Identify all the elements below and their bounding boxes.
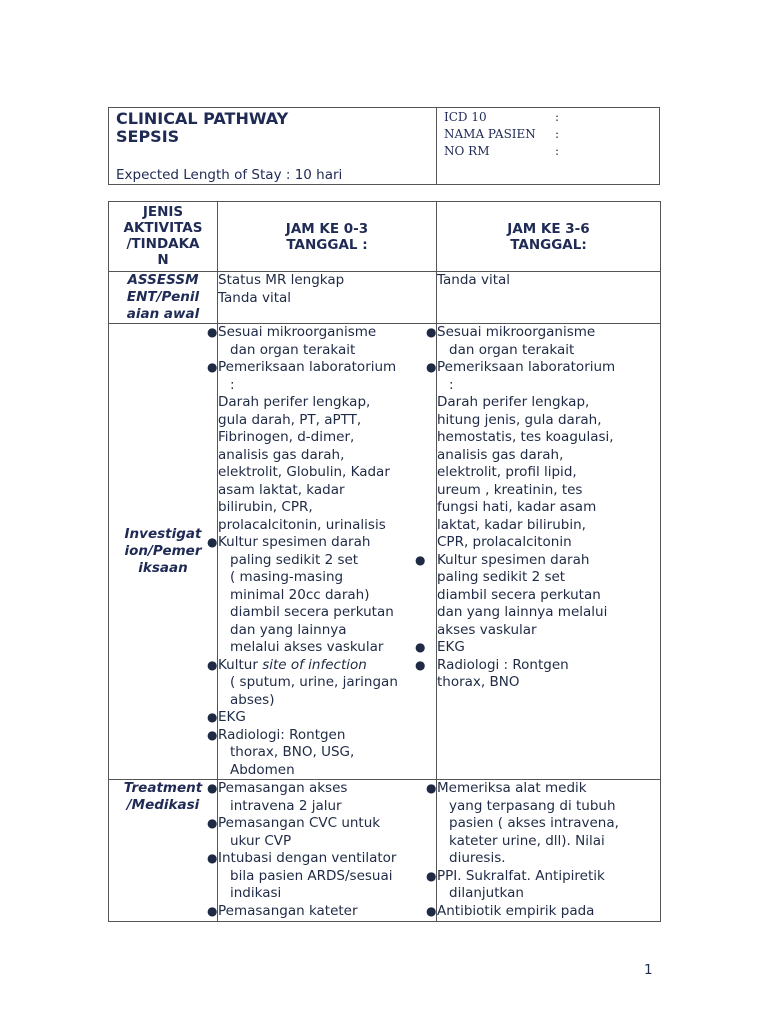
bullet-icon: ● — [426, 868, 437, 883]
label-text: ion/Pemer — [124, 543, 202, 559]
length-of-stay: Expected Length of Stay : 10 hari — [116, 167, 343, 183]
investigation-list-3-6 — [426, 324, 660, 394]
item-text: Sesuai mikroorganisme — [218, 324, 377, 340]
list-item — [207, 780, 436, 815]
item-text: dan yang lainnya — [230, 621, 347, 638]
list-item — [426, 324, 660, 359]
investigation-jam-3-6 — [415, 324, 661, 780]
table-header-row — [109, 202, 661, 272]
item-text: diambil secera perkutan — [230, 604, 394, 620]
list-item — [207, 534, 436, 657]
lab-text: CPR, prolacalcitonin — [437, 534, 572, 550]
list-item — [415, 639, 660, 657]
item-text: : — [449, 376, 454, 393]
header-text: /TINDAKA — [126, 236, 200, 252]
lab-text: gula darah, PT, aPTT, — [218, 411, 362, 428]
item-text: indikasi — [230, 885, 282, 901]
item-text: Abdomen — [230, 761, 295, 778]
assessment-jam-0-3 — [218, 272, 437, 324]
lab-text: hitung jenis, gula darah, — [437, 411, 602, 428]
bullet-icon: ● — [207, 657, 218, 672]
list-item — [207, 902, 436, 921]
header-text: JENIS — [142, 204, 184, 220]
field-sep: : — [555, 144, 560, 158]
item-text: dan yang lainnya melalui — [437, 604, 608, 620]
cell-text: Tanda vital — [218, 289, 292, 306]
item-text: Intubasi dengan ventilator — [218, 850, 397, 866]
bullet-icon: ● — [207, 903, 218, 918]
list-item — [415, 656, 660, 692]
item-text: ( sputum, urine, jaringan — [230, 674, 398, 690]
header-title-cell — [109, 108, 437, 184]
lab-text: analisis gas darah, — [437, 446, 564, 463]
list-item — [415, 551, 660, 640]
lab-text: elektrolit, Globulin, Kadar — [218, 464, 390, 480]
item-text: melalui akses vaskular — [230, 639, 384, 655]
item-text: dan organ terakait — [230, 341, 356, 358]
item-text: : — [230, 376, 235, 393]
item-text: Radiologi : Rontgen — [437, 656, 569, 673]
document-title — [116, 110, 429, 146]
list-item — [207, 850, 436, 903]
bullet-icon: ● — [415, 657, 426, 672]
investigation-jam-0-3 — [207, 324, 437, 780]
field-sep: : — [555, 127, 560, 141]
investigation-list-0-3-b — [207, 534, 436, 779]
item-text: bila pasien ARDS/sesuai — [230, 867, 393, 884]
item-text: Pemasangan akses — [218, 780, 348, 796]
list-item — [207, 709, 436, 727]
bullet-icon: ● — [207, 535, 218, 549]
item-text-italic: site of infection — [262, 656, 367, 673]
bullet-icon: ● — [207, 851, 218, 865]
item-text: EKG — [437, 639, 465, 655]
list-item — [207, 815, 436, 850]
item-text: Pemeriksaan laboratorium — [437, 359, 616, 375]
item-text: Pemeriksaan laboratorium — [218, 359, 397, 375]
lab-text: laktat, kadar bilirubin, — [437, 516, 586, 533]
pathway-table — [108, 201, 661, 922]
bullet-icon: ● — [207, 727, 218, 742]
bullet-icon: ● — [207, 710, 218, 724]
field-label: NAMA PASIEN — [444, 127, 536, 141]
list-item — [207, 656, 436, 710]
bullet-icon: ● — [415, 640, 426, 654]
title-line-1: CLINICAL PATHWAY — [116, 109, 289, 128]
lab-text: fungsi hati, kadar asam — [437, 499, 597, 515]
item-text: diuresis. — [449, 850, 506, 866]
header-text: JAM KE 0-3 — [285, 220, 369, 237]
item-text: thorax, BNO — [437, 674, 520, 690]
field-sep: : — [555, 110, 560, 124]
lab-text: hemostatis, tes koagulasi, — [437, 429, 614, 445]
lab-detail — [218, 394, 436, 534]
title-line-2: SEPSIS — [116, 127, 180, 146]
item-text: EKG — [218, 709, 246, 725]
list-item — [426, 780, 660, 868]
header-text: TANGGAL : — [286, 236, 368, 253]
item-text: paling sedikit 2 set — [437, 569, 566, 585]
item-text: Sesuai mikroorganisme — [437, 324, 596, 340]
item-text: Pemasangan CVC untuk — [218, 815, 381, 831]
item-text: Kultur spesimen darah — [218, 534, 371, 550]
list-item — [426, 359, 660, 394]
item-text: Kultur — [218, 656, 263, 673]
item-text: Radiologi: Rontgen — [218, 726, 346, 743]
investigation-list-3-6-b — [415, 551, 660, 692]
treatment-list-0-3 — [207, 780, 436, 920]
item-text: Kultur spesimen darah — [437, 551, 590, 568]
header-text: N — [157, 252, 169, 268]
field-icd10 — [444, 109, 652, 126]
item-text: thorax, BNO, USG, — [230, 744, 355, 760]
lab-text: analisis gas darah, — [218, 446, 345, 463]
header-text: TANGGAL: — [510, 236, 587, 253]
header-text: JAM KE 3-6 — [507, 220, 590, 237]
lab-text: bilirubin, CPR, — [218, 499, 313, 515]
label-text: ENT/Penil — [126, 289, 200, 305]
item-text: akses vaskular — [437, 621, 537, 638]
label-investigation — [109, 324, 218, 780]
label-text: iksaan — [138, 560, 188, 576]
field-nama-pasien — [444, 126, 652, 143]
row-investigation — [109, 324, 661, 780]
bullet-icon: ● — [415, 552, 426, 567]
field-no-rm — [444, 143, 652, 160]
header-text: AKTIVITAS — [123, 220, 203, 236]
list-item — [426, 867, 660, 903]
bullet-icon: ● — [426, 360, 437, 374]
item-text: intravena 2 jalur — [230, 797, 342, 814]
bullet-icon: ● — [426, 781, 437, 795]
item-text: Memeriksa alat medik — [437, 780, 587, 796]
treatment-jam-0-3 — [207, 780, 437, 922]
page-number: 1 — [644, 962, 653, 978]
label-text: /Medikasi — [126, 797, 200, 813]
item-text — [218, 657, 436, 675]
patient-info-cell — [437, 108, 659, 184]
treatment-jam-3-6 — [426, 780, 661, 922]
label-text: aian awal — [126, 306, 200, 322]
item-text: dan organ terakait — [449, 341, 575, 358]
item-text: pasien ( akses intravena, — [449, 815, 619, 831]
treatment-list-3-6 — [426, 780, 660, 920]
item-text: ukur CVP — [230, 832, 292, 849]
label-text: Investigat — [124, 526, 202, 542]
cell-text: Tanda vital — [437, 272, 511, 288]
item-text: minimal 20cc darah) — [230, 586, 370, 603]
assessment-jam-3-6 — [437, 272, 661, 324]
investigation-list-0-3 — [207, 324, 436, 394]
lab-text: ureum , kreatinin, tes — [437, 481, 583, 498]
item-text: Antibiotik empirik pada — [437, 902, 595, 919]
header-jam-0-3 — [218, 202, 437, 272]
bullet-icon: ● — [207, 360, 218, 374]
bullet-icon: ● — [207, 816, 218, 830]
item-text: PPI. Sukralfat. Antipiretik — [437, 867, 605, 884]
item-text: ( masing-masing — [230, 569, 344, 585]
label-text: ASSESSM — [127, 272, 199, 288]
cell-text: Status MR lengkap — [218, 272, 345, 288]
bullet-icon: ● — [207, 781, 218, 795]
item-text: dilanjutkan — [449, 885, 524, 901]
item-text: yang terpasang di tubuh — [449, 797, 616, 814]
field-label: ICD 10 — [444, 110, 487, 124]
item-text: abses) — [230, 691, 275, 708]
lab-text: Darah perifer lengkap, — [437, 394, 590, 410]
field-label: NO RM — [444, 144, 490, 158]
header-jam-3-6 — [437, 202, 661, 272]
list-item — [207, 324, 436, 359]
row-treatment — [109, 780, 661, 922]
item-text: kateter urine, dll). Nilai — [449, 832, 605, 849]
label-treatment — [109, 780, 218, 922]
bullet-icon: ● — [426, 325, 437, 339]
item-text: Pemasangan kateter — [218, 902, 358, 919]
lab-text: Fibrinogen, d-dimer, — [218, 429, 355, 445]
label-assessment — [109, 272, 218, 324]
lab-detail — [437, 394, 660, 552]
list-item — [207, 359, 436, 394]
lab-text: Darah perifer lengkap, — [218, 394, 371, 410]
lab-text: elektrolit, profil lipid, — [437, 464, 577, 480]
bullet-icon: ● — [426, 903, 437, 918]
list-item — [426, 902, 660, 921]
lab-text: prolacalcitonin, urinalisis — [218, 516, 386, 533]
header-jenis-aktivitas — [109, 202, 218, 272]
item-text: paling sedikit 2 set — [230, 551, 359, 568]
list-item — [207, 726, 436, 780]
lab-text: asam laktat, kadar — [218, 481, 345, 498]
row-assessment — [109, 272, 661, 324]
header-box — [108, 107, 660, 185]
item-text: diambil secera perkutan — [437, 586, 601, 603]
bullet-icon: ● — [207, 325, 218, 339]
label-text: Treatment — [123, 780, 203, 796]
